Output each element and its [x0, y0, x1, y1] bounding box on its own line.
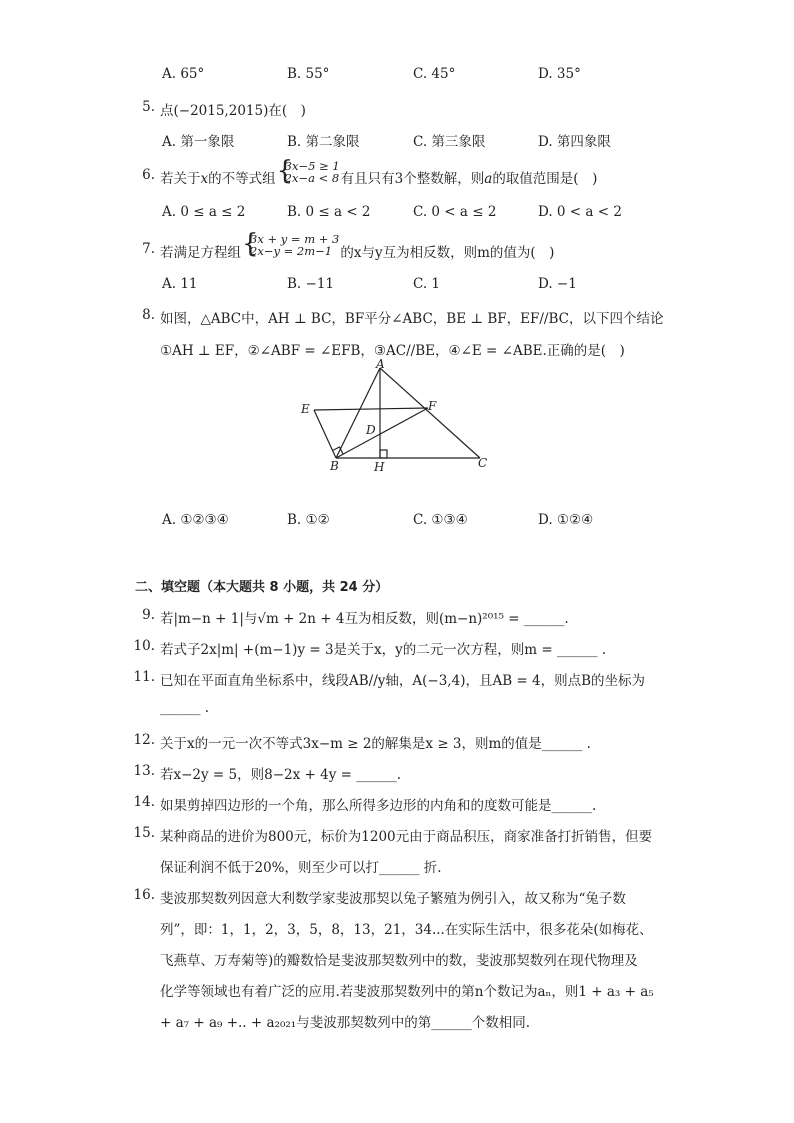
q10-text: 若式子2x|m| +(m−1)y = 3是关于x，y的二元一次方程，则m = ______ .: [160, 642, 607, 658]
q10-number: 10.: [133, 638, 155, 654]
segment-ac: [380, 368, 480, 458]
q4-option-d: D. 35°: [538, 66, 581, 82]
q6-option-b: B. 0 ≤ a < 2: [287, 204, 371, 220]
q6-inequality-system: [276, 155, 340, 186]
label-e: E: [301, 402, 310, 416]
q6-number: 6.: [142, 167, 155, 183]
q7-text: [160, 228, 555, 261]
q7-option-d: D. −1: [538, 276, 577, 292]
q5-option-c: C. 第三象限: [413, 134, 486, 150]
q11-line2: ______ .: [160, 700, 210, 716]
right-angle-mark-h: [380, 450, 387, 458]
q15-number: 15.: [133, 825, 155, 841]
q6-var-a: a: [484, 171, 493, 187]
q7-option-a: A. 11: [162, 276, 198, 292]
q15-line2: 保证利润不低于20%，则至少可以打______ 折.: [160, 860, 442, 876]
q6-post2: 的取值范围是( ): [492, 171, 598, 187]
q12-number: 12.: [133, 732, 155, 748]
q13-number: 13.: [133, 763, 155, 779]
q4-option-b: B. 55°: [287, 66, 330, 82]
label-d: D: [366, 423, 376, 437]
q16-line2: 列”，即：1，1，2，3，5，8，13，21，34...在实际生活中，很多花朵(如梅花、: [160, 922, 653, 938]
q6-post: 有且只有3个整数解，则: [340, 171, 485, 187]
brace-icon: {: [242, 228, 259, 259]
q6-text: [160, 155, 598, 187]
q4-option-a: A. 65°: [162, 66, 205, 82]
q6-pre: 若关于: [160, 171, 201, 187]
q6-var-x: x: [200, 171, 209, 187]
label-f: F: [428, 399, 437, 413]
q16-number: 16.: [133, 887, 155, 903]
q5-number: 5.: [142, 99, 155, 115]
q8-option-c: C. ①③④: [413, 512, 468, 528]
q6-system-line1: 3x−5 ≥ 1: [284, 158, 340, 173]
label-b: B: [330, 459, 339, 473]
label-c: C: [478, 456, 488, 470]
q8-line2: ①AH ⊥ EF，②∠ABF = ∠EFB，③AC//BE，④∠E = ∠ABE.正确的是( ): [160, 343, 625, 359]
q8-line1: 如图，△ABC中，AH ⊥ BC，BF平分∠ABC，BE ⊥ BF，EF//BC，以下四个结论: [160, 311, 664, 327]
q14-text: 如果剪掉四边形的一个角，那么所得多边形的内角和的度数可能是______.: [160, 798, 597, 814]
q8-option-d: D. ①②④: [538, 512, 594, 528]
q13-text: 若x−2y = 5，则8−2x + 4y = ______.: [160, 767, 402, 783]
segment-ab: [336, 368, 380, 458]
brace-icon: {: [276, 155, 294, 186]
q5-option-d: D. 第四象限: [538, 134, 611, 150]
q7-post: 的x与y互为相反数，则m的值为( ): [340, 245, 555, 261]
q4-option-c: C. 45°: [413, 66, 456, 82]
q8-option-b: B. ①②: [287, 512, 330, 528]
q7-option-b: B. −11: [287, 276, 334, 292]
q16-line4: 化学等领域也有着广泛的应用.若斐波那契数列中的第n个数记为aₙ，则1 + a₃ + a₅: [160, 984, 654, 1000]
q7-system-line1: 3x + y = m + 3: [250, 231, 340, 246]
q6-option-a: A. 0 ≤ a ≤ 2: [162, 204, 246, 220]
q8-option-a: A. ①②③④: [162, 512, 229, 528]
q5-option-a: A. 第一象限: [162, 134, 235, 150]
q16-line3: 飞燕草、万寿菊等)的瓣数恰是斐波那契数列中的数，斐波那契数列在现代物理及: [160, 953, 638, 969]
q16-line5: + a₇ + a₉ +.. + a₂₀₂₁与斐波那契数列中的第______个数相同.: [160, 1015, 530, 1031]
q8-triangle-figure: [296, 358, 496, 474]
q7-system-line2: 2x−y = 2m−1: [250, 243, 333, 258]
q8-number: 8.: [142, 307, 155, 323]
q7-option-c: C. 1: [413, 276, 441, 292]
q15-line1: 某种商品的进价为800元，标价为1200元由于商品积压，商家准备打折销售，但要: [160, 829, 653, 845]
q16-line1: 斐波那契数列因意大利数学家斐波那契以兔子繁殖为例引入，故又称为“兔子数: [160, 891, 626, 907]
q14-number: 14.: [133, 794, 155, 810]
q9-text: 若|m−n + 1|与√m + 2n + 4互为相反数，则(m−n)²⁰¹⁵ = ______.: [160, 611, 569, 627]
segment-ef: [314, 408, 428, 410]
q6-option-c: C. 0 < a ≤ 2: [413, 204, 497, 220]
q5-option-b: B. 第二象限: [287, 134, 360, 150]
label-a: A: [376, 358, 385, 371]
section-2-heading: 二、填空题（本大题共 8 小题，共 24 分）: [135, 580, 389, 595]
q11-line1: 已知在平面直角坐标系中，线段AB//y轴，A(−3,4)，且AB = 4，则点B的坐标为: [160, 673, 646, 689]
q6-mid: 的不等式组: [208, 171, 276, 187]
q7-pre: 若满足方程组: [160, 245, 241, 261]
q6-system-line2: 2x−a < 8: [284, 170, 340, 185]
q5-text: 点(−2015,2015)在( ): [160, 103, 306, 119]
q6-option-d: D. 0 < a < 2: [538, 204, 622, 220]
q9-number: 9.: [142, 607, 155, 623]
q7-number: 7.: [142, 241, 155, 257]
q12-text: 关于x的一元一次不等式3x−m ≥ 2的解集是x ≥ 3，则m的值是______ .: [160, 736, 591, 752]
q7-equation-system: [242, 228, 340, 259]
q11-number: 11.: [133, 669, 155, 685]
label-h: H: [374, 460, 385, 474]
